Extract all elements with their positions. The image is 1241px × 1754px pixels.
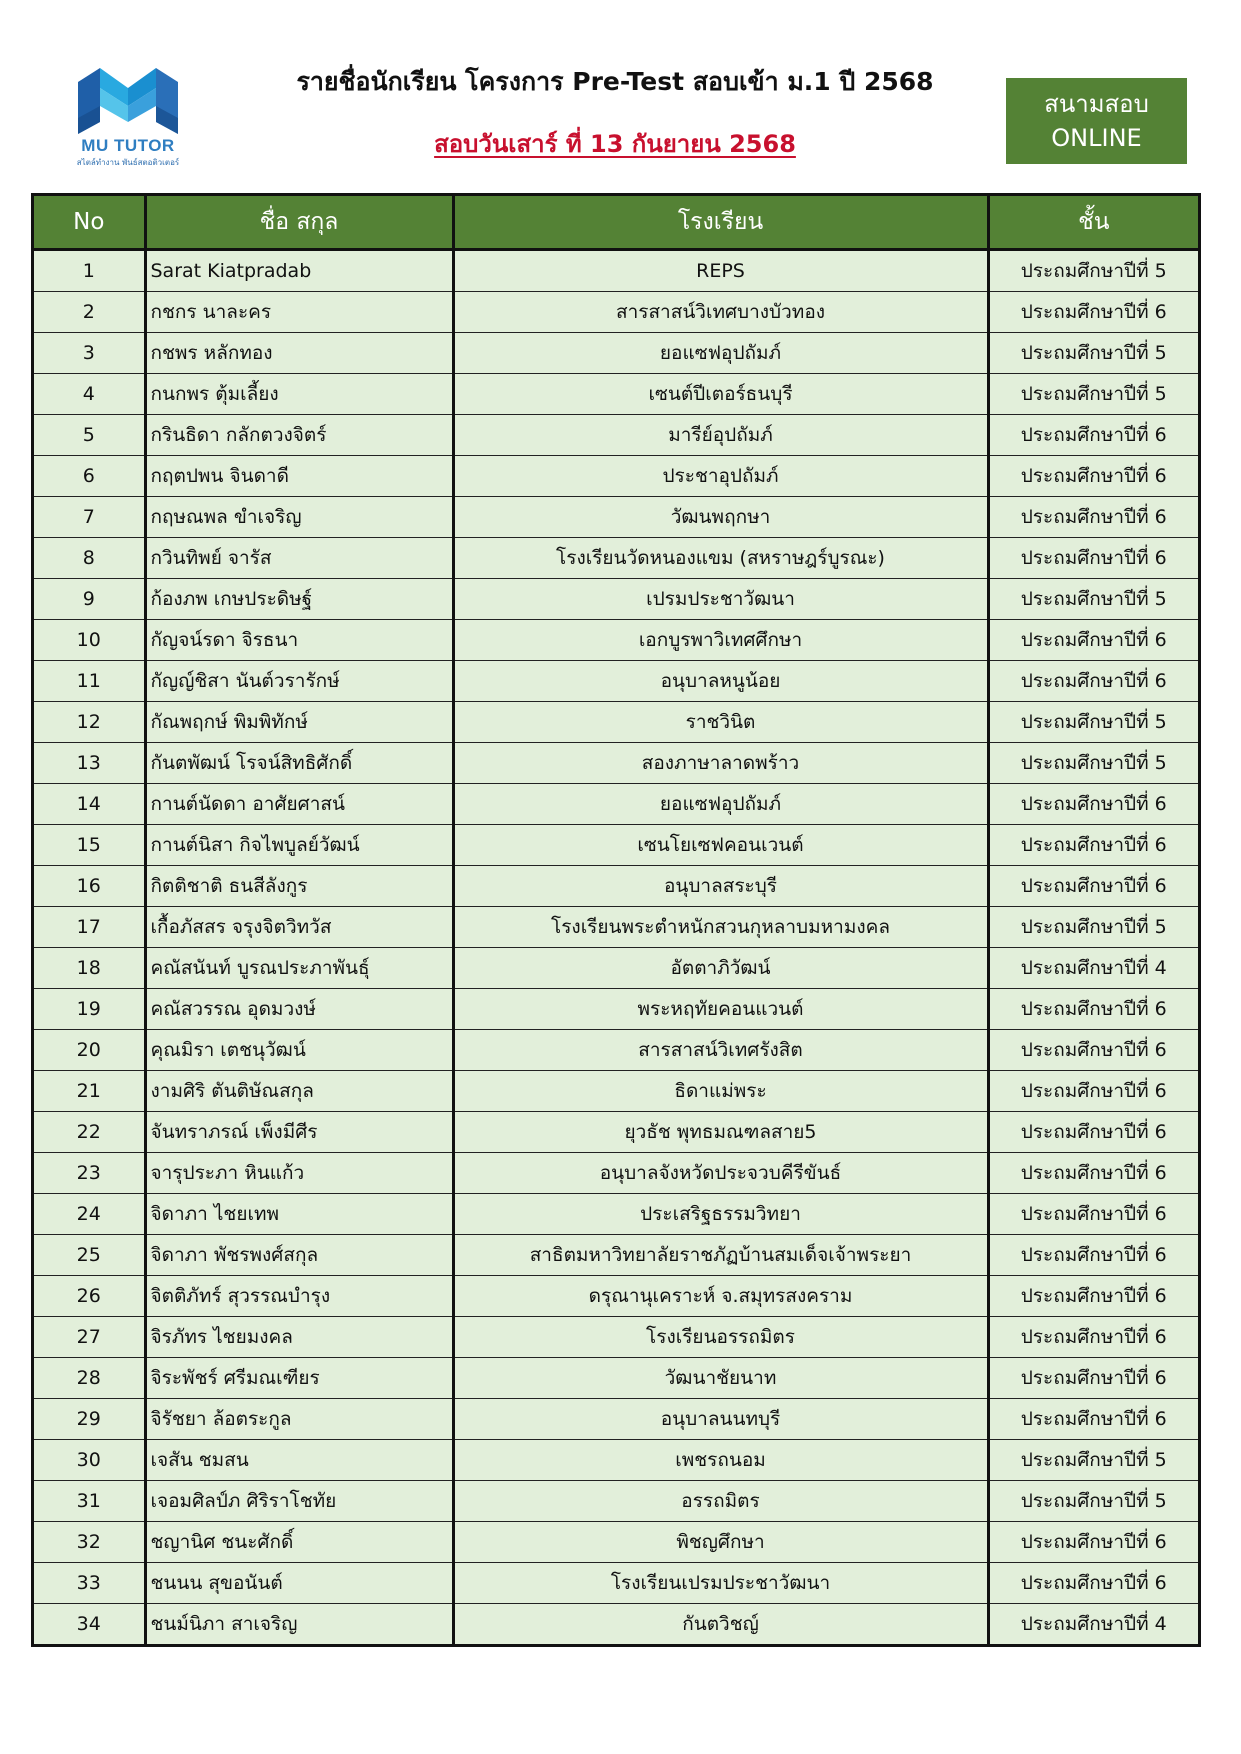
cell-grade: ประถมศึกษาปีที่ 6: [988, 292, 1198, 333]
cell-grade: ประถมศึกษาปีที่ 6: [988, 538, 1198, 579]
cell-school: วัฒนพฤกษา: [453, 497, 988, 538]
cell-grade: ประถมศึกษาปีที่ 6: [988, 866, 1198, 907]
cell-no: 4: [34, 374, 145, 415]
cell-grade: ประถมศึกษาปีที่ 5: [988, 250, 1198, 292]
table-row: [34, 292, 1198, 333]
table-row: [34, 415, 1198, 456]
cell-no: 19: [34, 989, 145, 1030]
cell-no: 32: [34, 1522, 145, 1563]
cell-school: ดรุณานุเคราะห์ จ.สมุทรสงคราม: [453, 1276, 988, 1317]
cell-name: กฤตปพน จินดาดี: [145, 456, 453, 497]
table-row: [34, 825, 1198, 866]
cell-grade: ประถมศึกษาปีที่ 6: [988, 456, 1198, 497]
cell-grade: ประถมศึกษาปีที่ 6: [988, 1112, 1198, 1153]
cell-name: ก้องภพ เกษประดิษฐ์: [145, 579, 453, 620]
cell-school: REPS: [453, 250, 988, 292]
cell-name: กันตพัฒน์ โรจน์สิทธิศักดิ์: [145, 743, 453, 784]
cell-name: คณัสนันท์ บูรณประภาพันธุ์: [145, 948, 453, 989]
cell-no: 15: [34, 825, 145, 866]
cell-grade: ประถมศึกษาปีที่ 5: [988, 374, 1198, 415]
cell-name: กัญญ์ชิสา นันต์วรารักษ์: [145, 661, 453, 702]
cell-grade: ประถมศึกษาปีที่ 5: [988, 907, 1198, 948]
cell-name: กรินธิดา กลักตวงจิตร์: [145, 415, 453, 456]
cell-no: 27: [34, 1317, 145, 1358]
cell-school: อัตตาภิวัฒน์: [453, 948, 988, 989]
cell-grade: ประถมศึกษาปีที่ 6: [988, 1317, 1198, 1358]
cell-name: เจสัน ชมสน: [145, 1440, 453, 1481]
cell-no: 1: [34, 250, 145, 292]
cell-no: 21: [34, 1071, 145, 1112]
table-row: [34, 1563, 1198, 1604]
cell-no: 9: [34, 579, 145, 620]
cell-school: พิชญศึกษา: [453, 1522, 988, 1563]
table-row: [34, 1153, 1198, 1194]
cell-no: 3: [34, 333, 145, 374]
cell-grade: ประถมศึกษาปีที่ 6: [988, 1522, 1198, 1563]
cell-no: 33: [34, 1563, 145, 1604]
cell-name: จิรภัทร ไชยมงคล: [145, 1317, 453, 1358]
cell-grade: ประถมศึกษาปีที่ 5: [988, 1440, 1198, 1481]
cell-name: คณัสวรรณ อุดมวงษ์: [145, 989, 453, 1030]
cell-name: จิรัชยา ล้อตระกูล: [145, 1399, 453, 1440]
cell-school: อนุบาลนนทบุรี: [453, 1399, 988, 1440]
cell-name: จิตติภัทร์ สุวรรณบำรุง: [145, 1276, 453, 1317]
cell-school: โรงเรียนอรรถมิตร: [453, 1317, 988, 1358]
table-row: [34, 1317, 1198, 1358]
cell-no: 26: [34, 1276, 145, 1317]
cell-name: กนกพร ตุ้มเลี้ยง: [145, 374, 453, 415]
cell-no: 25: [34, 1235, 145, 1276]
cell-grade: ประถมศึกษาปีที่ 6: [988, 620, 1198, 661]
cell-grade: ประถมศึกษาปีที่ 6: [988, 1399, 1198, 1440]
table-row: [34, 333, 1198, 374]
logo-mark-icon: [72, 62, 184, 138]
cell-name: ชนม์นิภา สาเจริญ: [145, 1604, 453, 1645]
page-title: รายชื่อนักเรียน โครงการ Pre-Test สอบเข้า ม.1 ปี 2568: [296, 67, 934, 96]
cell-no: 29: [34, 1399, 145, 1440]
cell-no: 20: [34, 1030, 145, 1071]
cell-name: Sarat Kiatpradab: [145, 250, 453, 292]
table-row: [34, 907, 1198, 948]
table-row: [34, 702, 1198, 743]
cell-school: เซนโยเซฟคอนเวนต์: [453, 825, 988, 866]
cell-grade: ประถมศึกษาปีที่ 6: [988, 1563, 1198, 1604]
cell-no: 10: [34, 620, 145, 661]
table-row: [34, 620, 1198, 661]
cell-school: กันตวิชญ์: [453, 1604, 988, 1645]
table-row: [34, 784, 1198, 825]
cell-name: เกื้อภัสสร จรุงจิตวิทวัส: [145, 907, 453, 948]
cell-name: กานต์นิสา กิจไพบูลย์วัฒน์: [145, 825, 453, 866]
cell-name: จารุประภา หินแก้ว: [145, 1153, 453, 1194]
cell-no: 12: [34, 702, 145, 743]
cell-name: ชนนน สุขอนันต์: [145, 1563, 453, 1604]
cell-no: 5: [34, 415, 145, 456]
table-row: [34, 250, 1198, 292]
cell-grade: ประถมศึกษาปีที่ 6: [988, 1071, 1198, 1112]
cell-school: ยุวธัช พุทธมณฑลสาย5: [453, 1112, 988, 1153]
logo-tagline: สไตล์ทำงาน พันธ์สตอติวเตอร์: [76, 158, 180, 167]
cell-no: 30: [34, 1440, 145, 1481]
cell-grade: ประถมศึกษาปีที่ 5: [988, 333, 1198, 374]
cell-school: อนุบาลจังหวัดประจวบคีรีขันธ์: [453, 1153, 988, 1194]
cell-grade: ประถมศึกษาปีที่ 6: [988, 1235, 1198, 1276]
table-row: [34, 1440, 1198, 1481]
exam-date: [250, 124, 980, 163]
table-row: [34, 1071, 1198, 1112]
cell-no: 34: [34, 1604, 145, 1645]
table-row: [34, 1030, 1198, 1071]
cell-grade: ประถมศึกษาปีที่ 6: [988, 1358, 1198, 1399]
cell-name: ชญานิศ ชนะศักดิ์: [145, 1522, 453, 1563]
cell-grade: ประถมศึกษาปีที่ 5: [988, 743, 1198, 784]
cell-grade: ประถมศึกษาปีที่ 6: [988, 989, 1198, 1030]
cell-school: โรงเรียนเปรมประชาวัฒนา: [453, 1563, 988, 1604]
table-row: [34, 456, 1198, 497]
cell-school: สาธิตมหาวิทยาลัยราชภัฏบ้านสมเด็จเจ้าพระยา: [453, 1235, 988, 1276]
col-header-grade: ชั้น: [988, 196, 1198, 250]
table-row: [34, 1358, 1198, 1399]
cell-no: 18: [34, 948, 145, 989]
cell-no: 24: [34, 1194, 145, 1235]
cell-school: วัฒนาชัยนาท: [453, 1358, 988, 1399]
badge-line-2: ONLINE: [1051, 124, 1142, 152]
cell-grade: ประถมศึกษาปีที่ 6: [988, 784, 1198, 825]
cell-name: กานต์นัดดา อาศัยศาสน์: [145, 784, 453, 825]
col-header-name: ชื่อ สกุล: [145, 196, 453, 250]
cell-school: อรรถมิตร: [453, 1481, 988, 1522]
cell-school: พระหฤทัยคอนแวนต์: [453, 989, 988, 1030]
cell-no: 11: [34, 661, 145, 702]
cell-grade: ประถมศึกษาปีที่ 5: [988, 702, 1198, 743]
cell-school: ธิดาแม่พระ: [453, 1071, 988, 1112]
table-row: [34, 1235, 1198, 1276]
cell-name: กชพร หลักทอง: [145, 333, 453, 374]
cell-school: โรงเรียนวัดหนองแขม (สหราษฎร์บูรณะ): [453, 538, 988, 579]
cell-school: เปรมประชาวัฒนา: [453, 579, 988, 620]
col-header-school: โรงเรียน: [453, 196, 988, 250]
mu-tutor-logo: [72, 62, 184, 168]
cell-school: ยอแซฟอุปถัมภ์: [453, 333, 988, 374]
exam-venue-badge: [1006, 78, 1187, 164]
cell-grade: ประถมศึกษาปีที่ 6: [988, 661, 1198, 702]
table-header-row: [34, 196, 1198, 250]
cell-grade: ประถมศึกษาปีที่ 6: [988, 1194, 1198, 1235]
exam-date-text: สอบวันเสาร์ ที่ 13 กันยายน 2568: [434, 130, 796, 158]
cell-name: กชกร นาละคร: [145, 292, 453, 333]
cell-name: กฤษณพล ขำเจริญ: [145, 497, 453, 538]
cell-school: เซนต์ปีเตอร์ธนบุรี: [453, 374, 988, 415]
cell-school: เพชรถนอม: [453, 1440, 988, 1481]
cell-name: จิดาภา พัชรพงศ์สกุล: [145, 1235, 453, 1276]
cell-grade: ประถมศึกษาปีที่ 5: [988, 1481, 1198, 1522]
cell-school: โรงเรียนพระตำหนักสวนกุหลาบมหามงคล: [453, 907, 988, 948]
cell-name: งามศิริ ตันติษัณสกุล: [145, 1071, 453, 1112]
cell-no: 7: [34, 497, 145, 538]
cell-school: ประชาอุปถัมภ์: [453, 456, 988, 497]
cell-school: มารีย์อุปถัมภ์: [453, 415, 988, 456]
table-row: [34, 374, 1198, 415]
cell-no: 22: [34, 1112, 145, 1153]
cell-grade: ประถมศึกษาปีที่ 6: [988, 497, 1198, 538]
cell-no: 14: [34, 784, 145, 825]
cell-grade: ประถมศึกษาปีที่ 6: [988, 1276, 1198, 1317]
cell-no: 23: [34, 1153, 145, 1194]
table-row: [34, 743, 1198, 784]
cell-school: ประเสริฐธรรมวิทยา: [453, 1194, 988, 1235]
cell-grade: ประถมศึกษาปีที่ 6: [988, 415, 1198, 456]
table-row: [34, 1522, 1198, 1563]
cell-school: สารสาสน์วิเทศบางบัวทอง: [453, 292, 988, 333]
table-row: [34, 1276, 1198, 1317]
table-row: [34, 1194, 1198, 1235]
cell-no: 31: [34, 1481, 145, 1522]
table-row: [34, 948, 1198, 989]
table-row: [34, 989, 1198, 1030]
cell-no: 16: [34, 866, 145, 907]
cell-school: ราชวินิต: [453, 702, 988, 743]
cell-school: ยอแซฟอุปถัมภ์: [453, 784, 988, 825]
cell-name: กัณพฤกษ์ พิมพิทักษ์: [145, 702, 453, 743]
cell-school: อนุบาลหนูน้อย: [453, 661, 988, 702]
badge-line-1: สนามสอบ: [1044, 90, 1149, 118]
logo-text: MU TUTOR: [81, 136, 175, 155]
cell-name: จิดาภา ไชยเทพ: [145, 1194, 453, 1235]
cell-school: สารสาสน์วิเทศรังสิต: [453, 1030, 988, 1071]
cell-grade: ประถมศึกษาปีที่ 4: [988, 948, 1198, 989]
cell-name: กวินทิพย์ จารัส: [145, 538, 453, 579]
cell-school: อนุบาลสระบุรี: [453, 866, 988, 907]
cell-no: 2: [34, 292, 145, 333]
table-row: [34, 1112, 1198, 1153]
table-row: [34, 1399, 1198, 1440]
cell-name: จิระพัชร์ ศรีมณเฑียร: [145, 1358, 453, 1399]
cell-no: 6: [34, 456, 145, 497]
table-row: [34, 866, 1198, 907]
cell-name: คุณมิรา เตชนุวัฒน์: [145, 1030, 453, 1071]
table-row: [34, 661, 1198, 702]
cell-name: กิตติชาติ ธนสีลังกูร: [145, 866, 453, 907]
cell-grade: ประถมศึกษาปีที่ 5: [988, 579, 1198, 620]
cell-no: 8: [34, 538, 145, 579]
table-row: [34, 497, 1198, 538]
cell-name: จันทราภรณ์ เพ็งมีศีร: [145, 1112, 453, 1153]
cell-grade: ประถมศึกษาปีที่ 6: [988, 1030, 1198, 1071]
table-row: [34, 1481, 1198, 1522]
cell-school: เอกบูรพาวิเทศศึกษา: [453, 620, 988, 661]
cell-grade: ประถมศึกษาปีที่ 6: [988, 1153, 1198, 1194]
table-row: [34, 579, 1198, 620]
cell-grade: ประถมศึกษาปีที่ 6: [988, 825, 1198, 866]
table-row: [34, 1604, 1198, 1645]
cell-name: กัญจน์รดา จิรธนา: [145, 620, 453, 661]
cell-grade: ประถมศึกษาปีที่ 4: [1020, 1613, 1167, 1635]
cell-name: เจอมศิลป์ภ ศิริราโชทัย: [145, 1481, 453, 1522]
student-table: [31, 193, 1201, 1647]
cell-no: 17: [34, 907, 145, 948]
table-row: [34, 538, 1198, 579]
cell-school: สองภาษาลาดพร้าว: [453, 743, 988, 784]
cell-no: 13: [34, 743, 145, 784]
cell-no: 28: [34, 1358, 145, 1399]
col-header-no: No: [34, 196, 145, 250]
